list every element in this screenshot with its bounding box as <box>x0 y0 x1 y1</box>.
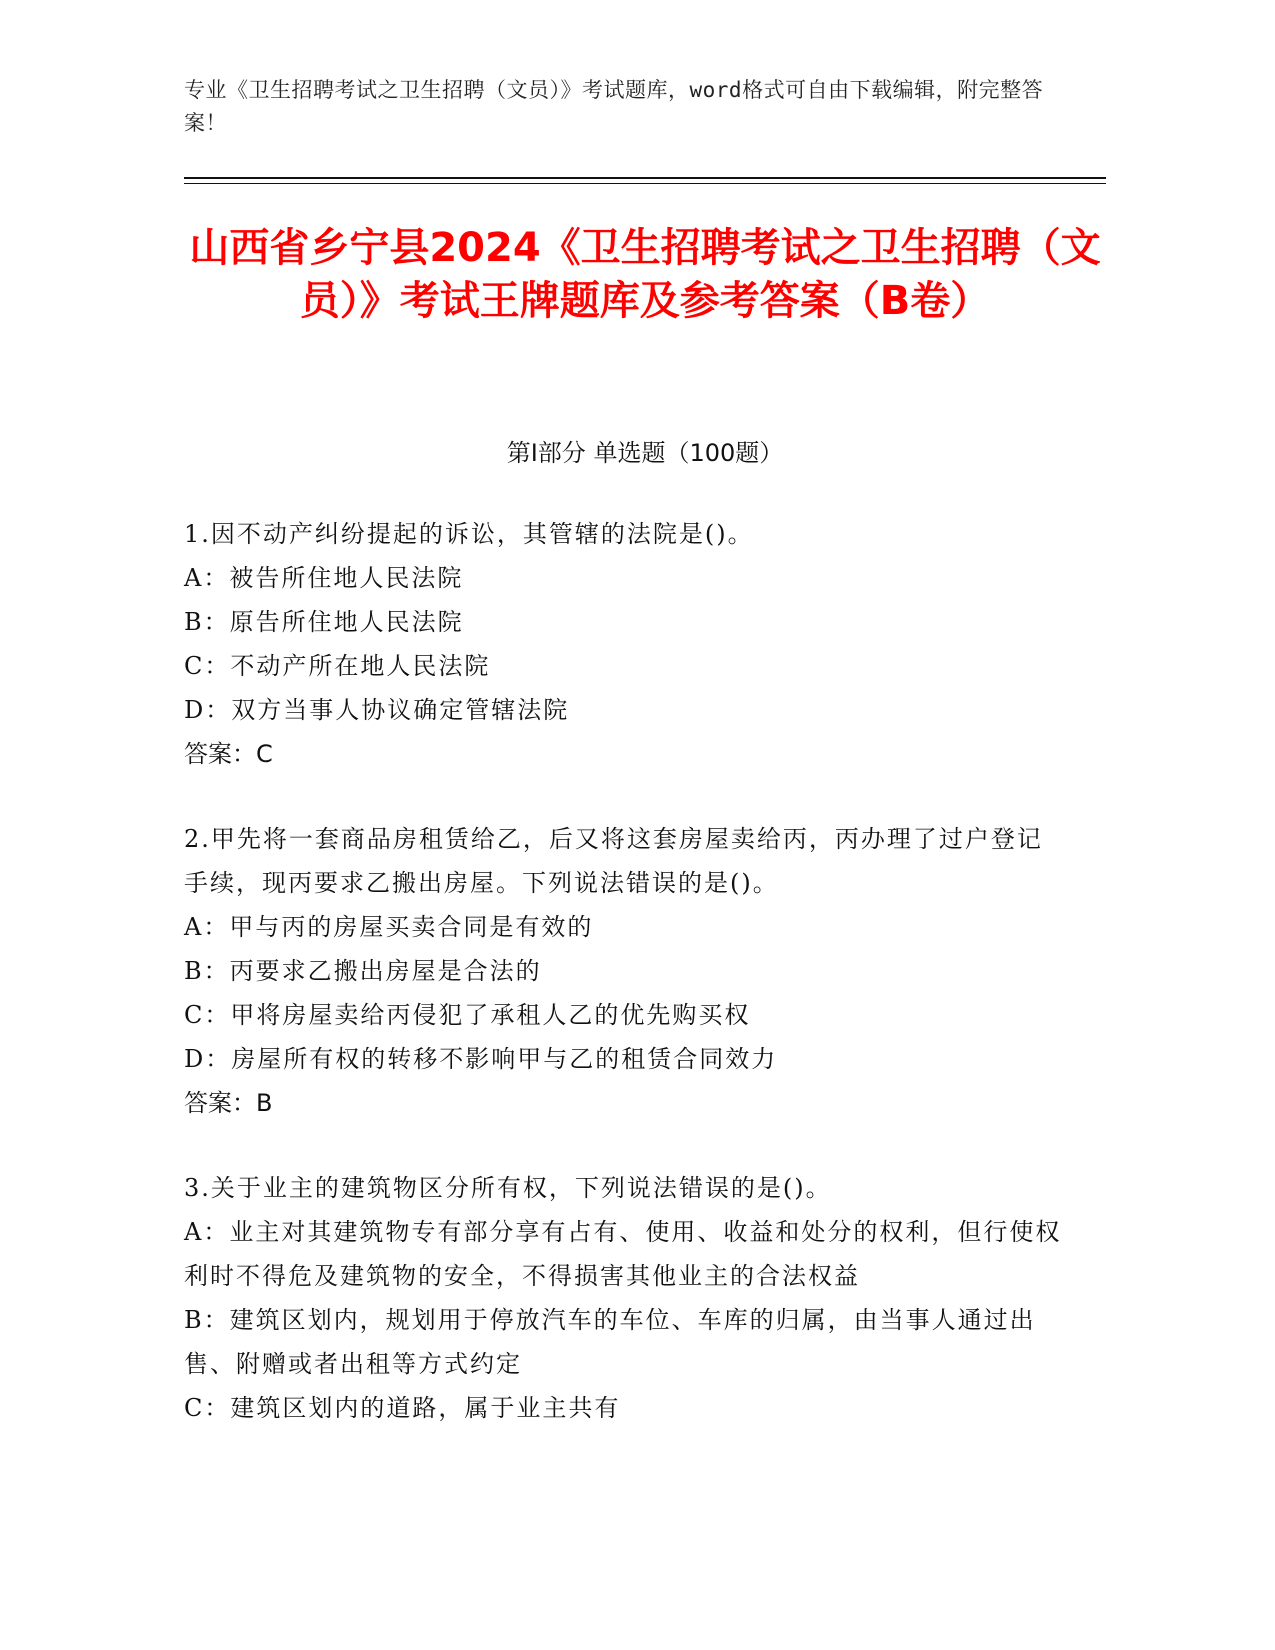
answer-line: 答案：B <box>184 1089 273 1117</box>
option-a: A：甲与丙的房屋买卖合同是有效的 <box>184 913 594 941</box>
question-stem: 3.关于业主的建筑物区分所有权，下列说法错误的是()。 <box>184 1174 832 1202</box>
option-b: B：建筑区划内，规划用于停放汽车的车位、车库的归属，由当事人通过出售、附赠或者出租等方式约定 <box>184 1306 1036 1378</box>
section-heading: 第Ⅰ部分 单选题（100题） <box>506 439 784 467</box>
option-c: C：不动产所在地人民法院 <box>184 652 491 680</box>
document-title: 山西省乡宁县2024《卫生招聘考试之卫生招聘（文员）》考试王牌题库及参考答案（B卷） <box>189 225 1101 324</box>
header-rule-thick <box>184 177 1106 179</box>
answer-line: 答案：C <box>184 740 273 768</box>
question-2 <box>184 817 1064 1125</box>
question-list <box>184 512 1064 1471</box>
option-a: A：业主对其建筑物专有部分享有占有、使用、收益和处分的权利，但行使权利时不得危及建筑物的安全，不得损害其他业主的合法权益 <box>184 1218 1062 1290</box>
option-d: D：双方当事人协议确定管辖法院 <box>184 696 570 724</box>
question-3 <box>184 1166 1064 1430</box>
header-note: 专业《卫生招聘考试之卫生招聘（文员）》考试题库，word格式可自由下载编辑，附完整答案！ <box>184 78 1044 135</box>
option-c: C：建筑区划内的道路，属于业主共有 <box>184 1394 621 1422</box>
header-rule-thin <box>184 183 1106 184</box>
option-d: D：房屋所有权的转移不影响甲与乙的租赁合同效力 <box>184 1045 778 1073</box>
question-stem: 2.甲先将一套商品房租赁给乙，后又将这套房屋卖给丙，丙办理了过户登记手续，现丙要求乙搬出房屋。下列说法错误的是()。 <box>184 825 1043 897</box>
option-b: B：丙要求乙搬出房屋是合法的 <box>184 957 542 985</box>
question-1 <box>184 512 1064 776</box>
question-stem: 1.因不动产纠纷提起的诉讼，其管辖的法院是()。 <box>184 520 754 548</box>
option-c: C：甲将房屋卖给丙侵犯了承租人乙的优先购买权 <box>184 1001 751 1029</box>
option-b: B：原告所住地人民法院 <box>184 608 464 636</box>
option-a: A：被告所住地人民法院 <box>184 564 464 592</box>
